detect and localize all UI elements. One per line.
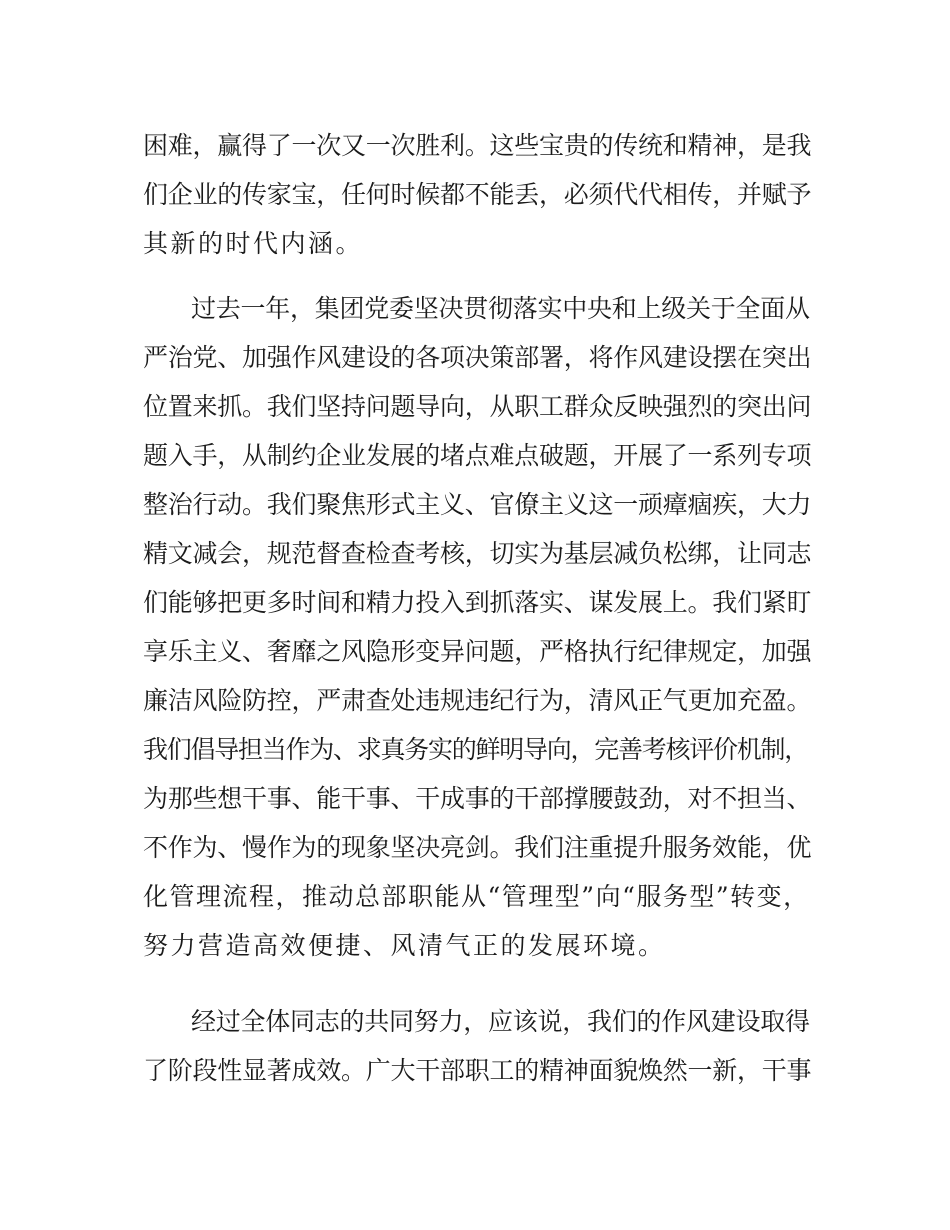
text-line: 过去一年，集团党委坚决贯彻落实中央和上级关于全面从 bbox=[191, 294, 810, 323]
text-line: 经过全体同志的共同努力，应该说，我们的作风建设取得 bbox=[191, 1007, 810, 1036]
text-line: 严治党、加强作风建设的各项决策部署，将作风建设摆在突出 bbox=[143, 343, 812, 372]
text-line: 了阶段性显著成效。广大干部职工的精神面貌焕然一新，干事 bbox=[143, 1056, 812, 1085]
text-line: 整治行动。我们聚焦形式主义、官僚主义这一顽瘴痼疾，大力 bbox=[143, 490, 812, 519]
text-line: 廉洁风险防控，严肃查处违规违纪行为，清风正气更加充盈。 bbox=[143, 686, 812, 715]
text-line: 困难，赢得了一次又一次胜利。这些宝贵的传统和精神，是我 bbox=[143, 131, 812, 160]
text-line: 不作为、慢作为的现象坚决亮剑。我们注重提升服务效能，优 bbox=[143, 833, 812, 862]
text-line: 为那些想干事、能干事、干成事的干部撑腰鼓劲，对不担当、 bbox=[143, 784, 812, 813]
text-line: 化管理流程，推动总部职能从“管理型”向“服务型”转变， bbox=[143, 882, 810, 911]
text-line: 们能够把更多时间和精力投入到抓落实、谋发展上。我们紧盯 bbox=[143, 588, 812, 617]
text-line: 努力营造高效便捷、风清气正的发展环境。 bbox=[143, 931, 666, 960]
text-line: 享乐主义、奢靡之风隐形变异问题，严格执行纪律规定，加强 bbox=[143, 637, 812, 666]
text-line: 其新的时代内涵。 bbox=[143, 229, 364, 258]
text-line: 们企业的传家宝，任何时候都不能丢，必须代代相传，并赋予 bbox=[143, 180, 812, 209]
text-line: 位置来抓。我们坚持问题导向，从职工群众反映强烈的突出问 bbox=[143, 392, 812, 421]
text-line: 精文减会，规范督查检查考核，切实为基层减负松绑，让同志 bbox=[143, 539, 812, 568]
text-line: 题入手，从制约企业发展的堵点难点破题，开展了一系列专项 bbox=[143, 441, 812, 470]
text-line: 我们倡导担当作为、求真务实的鲜明导向，完善考核评价机制， bbox=[143, 735, 809, 764]
